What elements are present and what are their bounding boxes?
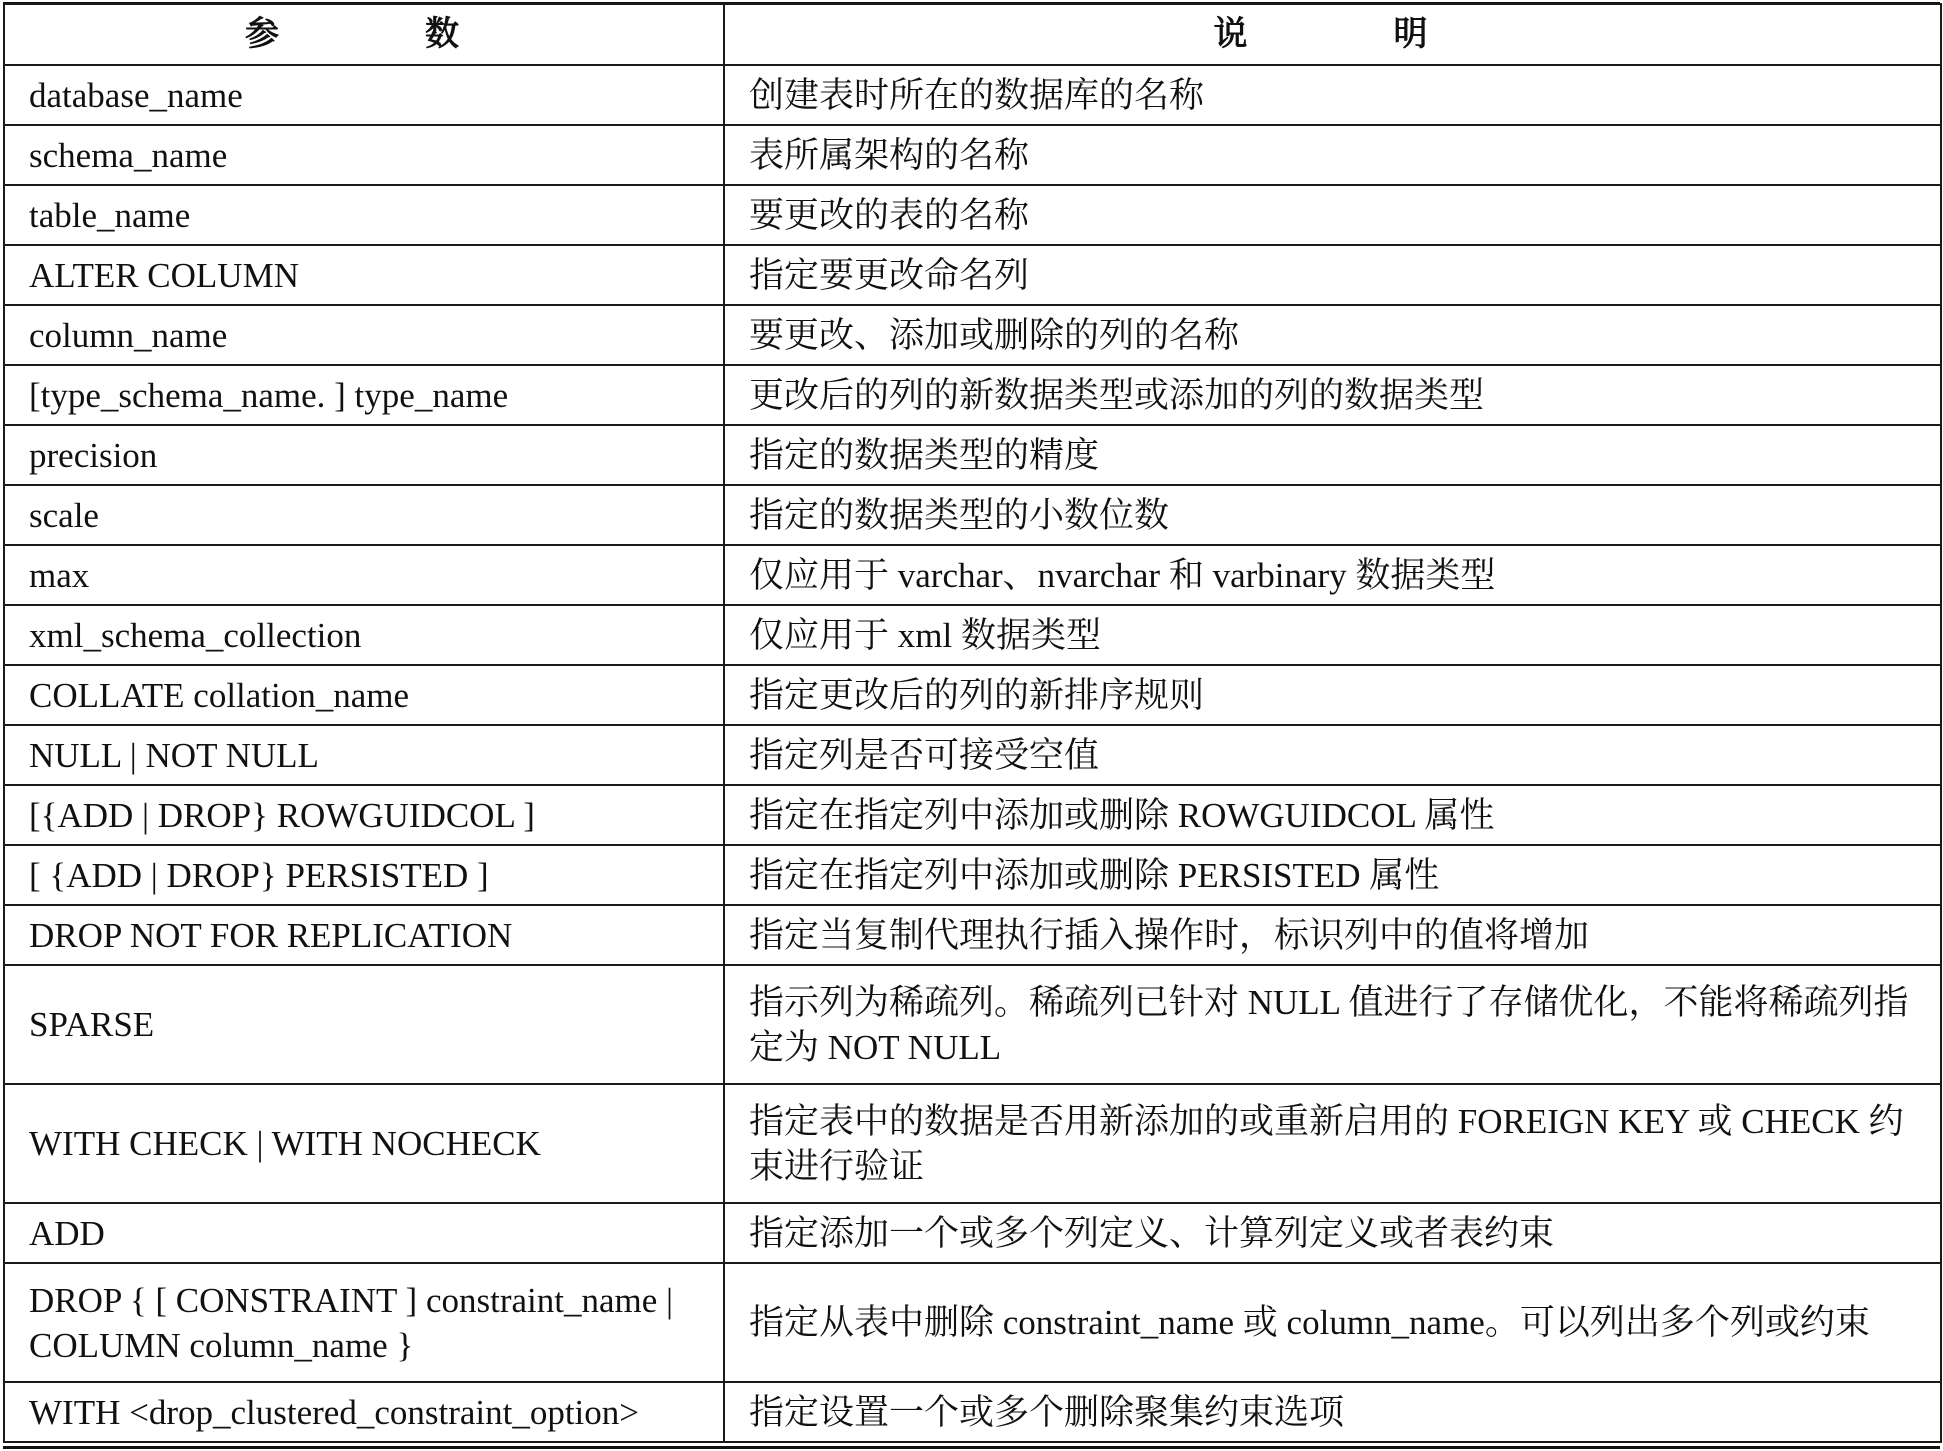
table-row (4, 1203, 1941, 1263)
desc-cell: 创建表时所在的数据库的名称 (724, 65, 1941, 125)
desc-cell: 指定从表中删除 constraint_name 或 column_name。可以列出多个列或约束 (724, 1263, 1941, 1382)
desc-cell: 指定当复制代理执行插入操作时，标识列中的值将增加 (724, 905, 1941, 965)
table-row (4, 725, 1941, 785)
table-row (4, 245, 1941, 305)
param-cell: database_name (4, 65, 724, 125)
param-cell: DROP NOT FOR REPLICATION (4, 905, 724, 965)
param-cell: ALTER COLUMN (4, 245, 724, 305)
desc-cell: 仅应用于 xml 数据类型 (724, 605, 1941, 665)
desc-cell: 指定要更改命名列 (724, 245, 1941, 305)
table-row (4, 1263, 1941, 1382)
param-cell: scale (4, 485, 724, 545)
param-cell: WITH CHECK | WITH NOCHECK (4, 1084, 724, 1203)
desc-cell: 要更改、添加或删除的列的名称 (724, 305, 1941, 365)
param-cell: [ {ADD | DROP} PERSISTED ] (4, 845, 724, 905)
desc-cell: 指定在指定列中添加或删除 PERSISTED 属性 (724, 845, 1941, 905)
table-row (4, 605, 1941, 665)
param-cell: table_name (4, 185, 724, 245)
param-cell: DROP { [ CONSTRAINT ] constraint_name | COLUMN column_name } (4, 1263, 724, 1382)
param-cell: WITH <drop_clustered_constraint_option> (4, 1382, 724, 1442)
param-cell: schema_name (4, 125, 724, 185)
table-row (4, 665, 1941, 725)
parameter-table (3, 3, 1942, 1443)
table-row (4, 545, 1941, 605)
header-param: 参 数 (4, 4, 724, 65)
table-row (4, 845, 1941, 905)
param-cell: [{ADD | DROP} ROWGUIDCOL ] (4, 785, 724, 845)
param-cell: COLLATE collation_name (4, 665, 724, 725)
table-row (4, 965, 1941, 1084)
desc-cell: 更改后的列的新数据类型或添加的列的数据类型 (724, 365, 1941, 425)
desc-cell: 指示列为稀疏列。稀疏列已针对 NULL 值进行了存储优化，不能将稀疏列指定为 NOT NULL (724, 965, 1941, 1084)
param-cell: xml_schema_collection (4, 605, 724, 665)
table-row (4, 365, 1941, 425)
desc-cell: 指定的数据类型的精度 (724, 425, 1941, 485)
param-cell: precision (4, 425, 724, 485)
table-row (4, 125, 1941, 185)
param-cell: NULL | NOT NULL (4, 725, 724, 785)
desc-cell: 表所属架构的名称 (724, 125, 1941, 185)
desc-cell: 指定在指定列中添加或删除 ROWGUIDCOL 属性 (724, 785, 1941, 845)
desc-cell: 要更改的表的名称 (724, 185, 1941, 245)
table-row (4, 905, 1941, 965)
param-cell: max (4, 545, 724, 605)
table-row (4, 305, 1941, 365)
desc-cell: 指定设置一个或多个删除聚集约束选项 (724, 1382, 1941, 1442)
table-row (4, 65, 1941, 125)
header-desc: 说 明 (724, 4, 1941, 65)
table-row (4, 425, 1941, 485)
param-cell: SPARSE (4, 965, 724, 1084)
table-row (4, 1382, 1941, 1442)
desc-cell: 指定列是否可接受空值 (724, 725, 1941, 785)
table-row (4, 485, 1941, 545)
header-row (4, 4, 1941, 65)
param-cell: ADD (4, 1203, 724, 1263)
desc-cell: 指定添加一个或多个列定义、计算列定义或者表约束 (724, 1203, 1941, 1263)
desc-cell: 指定的数据类型的小数位数 (724, 485, 1941, 545)
table-row (4, 185, 1941, 245)
param-cell: column_name (4, 305, 724, 365)
table-row (4, 1084, 1941, 1203)
desc-cell: 指定更改后的列的新排序规则 (724, 665, 1941, 725)
bottom-rule (3, 1446, 1940, 1449)
table-row (4, 785, 1941, 845)
param-cell: [type_schema_name. ] type_name (4, 365, 724, 425)
desc-cell: 指定表中的数据是否用新添加的或重新启用的 FOREIGN KEY 或 CHECK 约束进行验证 (724, 1084, 1941, 1203)
desc-cell: 仅应用于 varchar、nvarchar 和 varbinary 数据类型 (724, 545, 1941, 605)
